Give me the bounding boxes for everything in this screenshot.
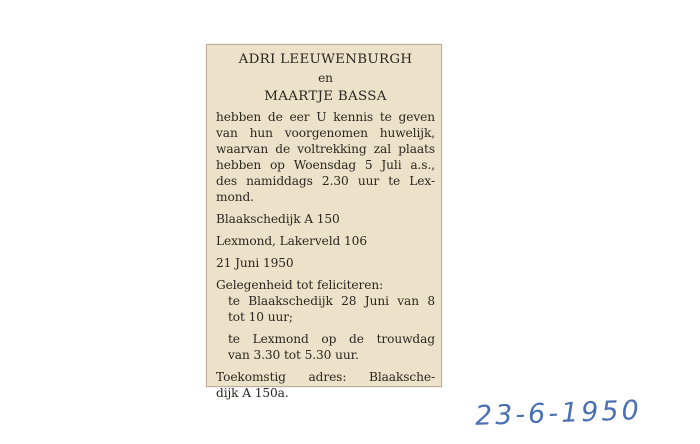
body-line: hebben de eer U kennis te geven xyxy=(216,110,435,124)
announcement-date: 21 Juni 1950 xyxy=(216,256,294,270)
congrats-heading: Gelegenheid tot feliciteren: xyxy=(216,278,384,292)
congrats-line: te Lexmond op de trouwdag xyxy=(228,332,435,346)
congrats-line: van 3.30 tot 5.30 uur. xyxy=(228,348,359,362)
congrats-option xyxy=(216,293,435,325)
address-bride: Lexmond, Lakerveld 106 xyxy=(216,234,367,248)
future-address-line: Toekomstig adres: Blaaksche- xyxy=(216,370,435,384)
future-address xyxy=(216,369,435,401)
body-line: hebben op Woensdag 5 Juli a.s., xyxy=(216,158,435,172)
congrats-line: te Blaakschedijk 28 Juni van 8 xyxy=(228,294,435,308)
newspaper-clipping xyxy=(206,44,442,400)
handwritten-date: 23-6-1950 xyxy=(474,395,643,432)
announcement-body xyxy=(216,109,435,205)
bride-name: MAARTJE BASSA xyxy=(264,89,387,104)
congrats-option xyxy=(216,331,435,363)
body-line: des namiddags 2.30 uur te Lex- xyxy=(216,174,435,188)
body-line: mond. xyxy=(216,190,254,204)
conjunction: en xyxy=(318,71,333,85)
congrats-line: tot 10 uur; xyxy=(228,310,293,324)
future-address-line: dijk A 150a. xyxy=(216,386,289,400)
body-line: van hun voorgenomen huwelijk, xyxy=(216,126,435,140)
body-line: waarvan de voltrekking zal plaats xyxy=(216,142,435,156)
address-groom: Blaakschedijk A 150 xyxy=(216,212,340,226)
groom-name: ADRI LEEUWENBURGH xyxy=(238,52,413,67)
